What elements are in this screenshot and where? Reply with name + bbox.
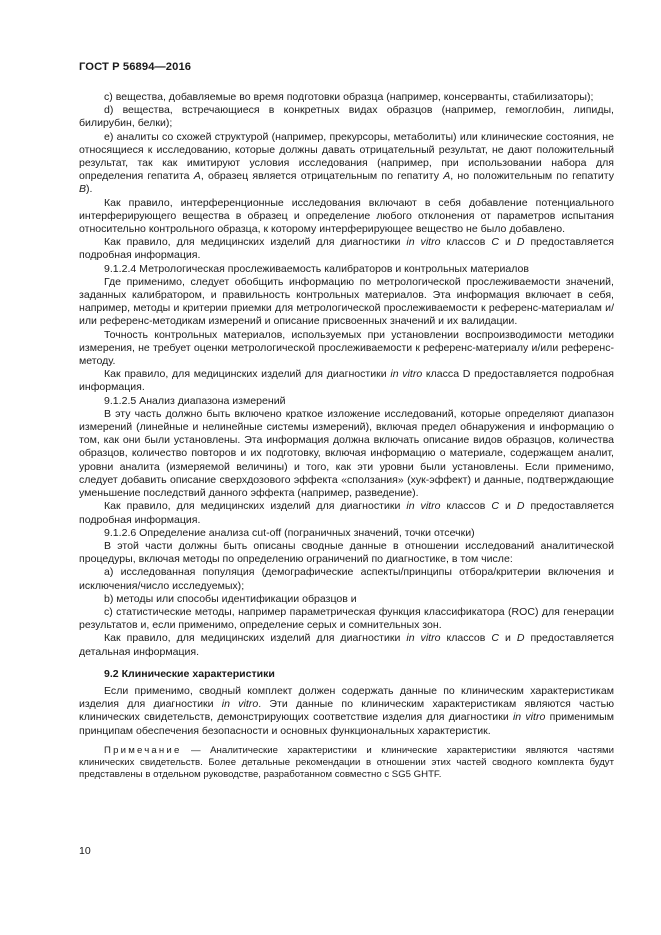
paragraph-class-rule: Как правило, для медицинских изделий для диагностики in vitro классов С и D предоставляется подробная информация.	[79, 236, 614, 262]
paragraph-class-rule: Как правило, для медицинских изделий для диагностики in vitro классов С и D предоставляется подробная информация.	[79, 500, 614, 526]
paragraph-interference: Как правило, интерференционные исследования включают в себя добавление потенциального интерферирующего вещества в образец и определение любого отклонения от параметров испытания относительно контрольного образца, к которому интерферирующее вещество не было добавлено.	[79, 196, 614, 236]
paragraph-traceability: Где применимо, следует обобщить информацию по метрологической прослеживаемости значений, заданных калибратором, и правильность контрольных материалов. Эта информация включает в себя, например, методы и критерии приемки для метрологической прослеживаемости к референс-материалам и/или референс-методикам измерений и описание присвоенных значений и их валидации.	[79, 275, 614, 328]
paragraph-class-rule: Как правило, для медицинских изделий для диагностики in vitro класса D предоставляется подробная информация.	[79, 368, 614, 394]
list-item-b: b) методы или способы идентификации образцов и	[104, 592, 357, 605]
list-item-d: d) вещества, встречающиеся в конкретных видах образцов (например, гемоглобин, липиды, билирубин, белки);	[79, 104, 614, 130]
section-title-9124: 9.1.2.4 Метрологическая прослеживаемость калибраторов и контрольных материалов	[104, 262, 530, 275]
list-item-a: a) исследованная популяция (демографические аспекты/принципы отбора/критерии включения и исключения/число исследуемых);	[79, 566, 614, 592]
list-item-c: c) вещества, добавляемые во время подготовки образца (например, консерванты, стабилизаторы);	[104, 91, 594, 103]
note-label: Примечание	[104, 744, 182, 756]
section-title-9125: 9.1.2.5 Анализ диапазона измерений	[104, 394, 286, 407]
section-title-9126: 9.1.2.6 Определение анализа cut-off (пограничных значений, точки отсечки)	[104, 526, 475, 539]
list-item-c-stat: c) статистические методы, например параметрическая функция классификатора (ROC) для генерации результатов и, если применимо, определение серых и сомнительных зон.	[79, 605, 614, 632]
document-body	[79, 91, 614, 781]
list-item-e: e) аналиты со схожей структурой (например, прекурсоры, метаболиты) или клинические состояния, не относящиеся к исследованию, которые должны давать отрицательный результат, не дают положительный результат, так как имитируют условия исследования (например, при использовании набора для определения гепатита А, образец является отрицательным по гепатиту А, но положительным по гепатиту В).	[79, 130, 614, 196]
document-header: ГОСТ Р 56894—2016	[79, 61, 192, 73]
paragraph-cutoff: В этой части должны быть описаны сводные данные в отношении исследований аналитической процедуры, включая методы по определению ограничений по диагностике, в том числе:	[79, 539, 614, 566]
section-title-92: 9.2 Клинические характеристики	[104, 667, 275, 680]
note: Примечание — Аналитические характеристики и клинические характеристики являются частями клинических свидетельств. Более детальные рекомендации в отношении этих частей сводного комплекта будут представлены в отдельном руководстве, разработанном совместно с SG5 GHTF.	[79, 744, 614, 781]
paragraph-control-accuracy: Точность контрольных материалов, используемых при установлении воспроизводимости методики измерения, не требует оценки метрологической прослеживаемости к референс-материалу и/или референс-методу.	[79, 328, 614, 368]
paragraph-clinical: Если применимо, сводный комплект должен содержать данные по клиническим характеристикам изделия для диагностики in vitro. Эти данные по клиническим характеристикам являются частью клинических свидетельств, демонстрирующих соответствие изделия для диагностики in vitro применимым принципам обеспечения безопасности и основных функциональных характеристик.	[79, 684, 614, 737]
paragraph-class-rule: Как правило, для медицинских изделий для диагностики in vitro классов С и D предоставляется детальная информация.	[79, 632, 614, 658]
paragraph-measuring-range: В эту часть должно быть включено краткое изложение исследований, которые определяют диапазон измерений (линейные и нелинейные системы измерений), включая предел обнаружения и информацию о том, как они были установлены. Эта информация должна включать описание видов образцов, количества образцов, количество повторов и их подготовку, включая информацию о материале, содержащем аналит, уровни аналита (измеряемой величины) и того, как эти уровни были установлены. Если применимо, следует добавить описание сверхдозового эффекта «сползания» (хук-эффект) и данные, подтверждающие уменьшение последствий данного эффекта (например, разведение).	[79, 407, 614, 500]
page-number: 10	[79, 845, 91, 857]
